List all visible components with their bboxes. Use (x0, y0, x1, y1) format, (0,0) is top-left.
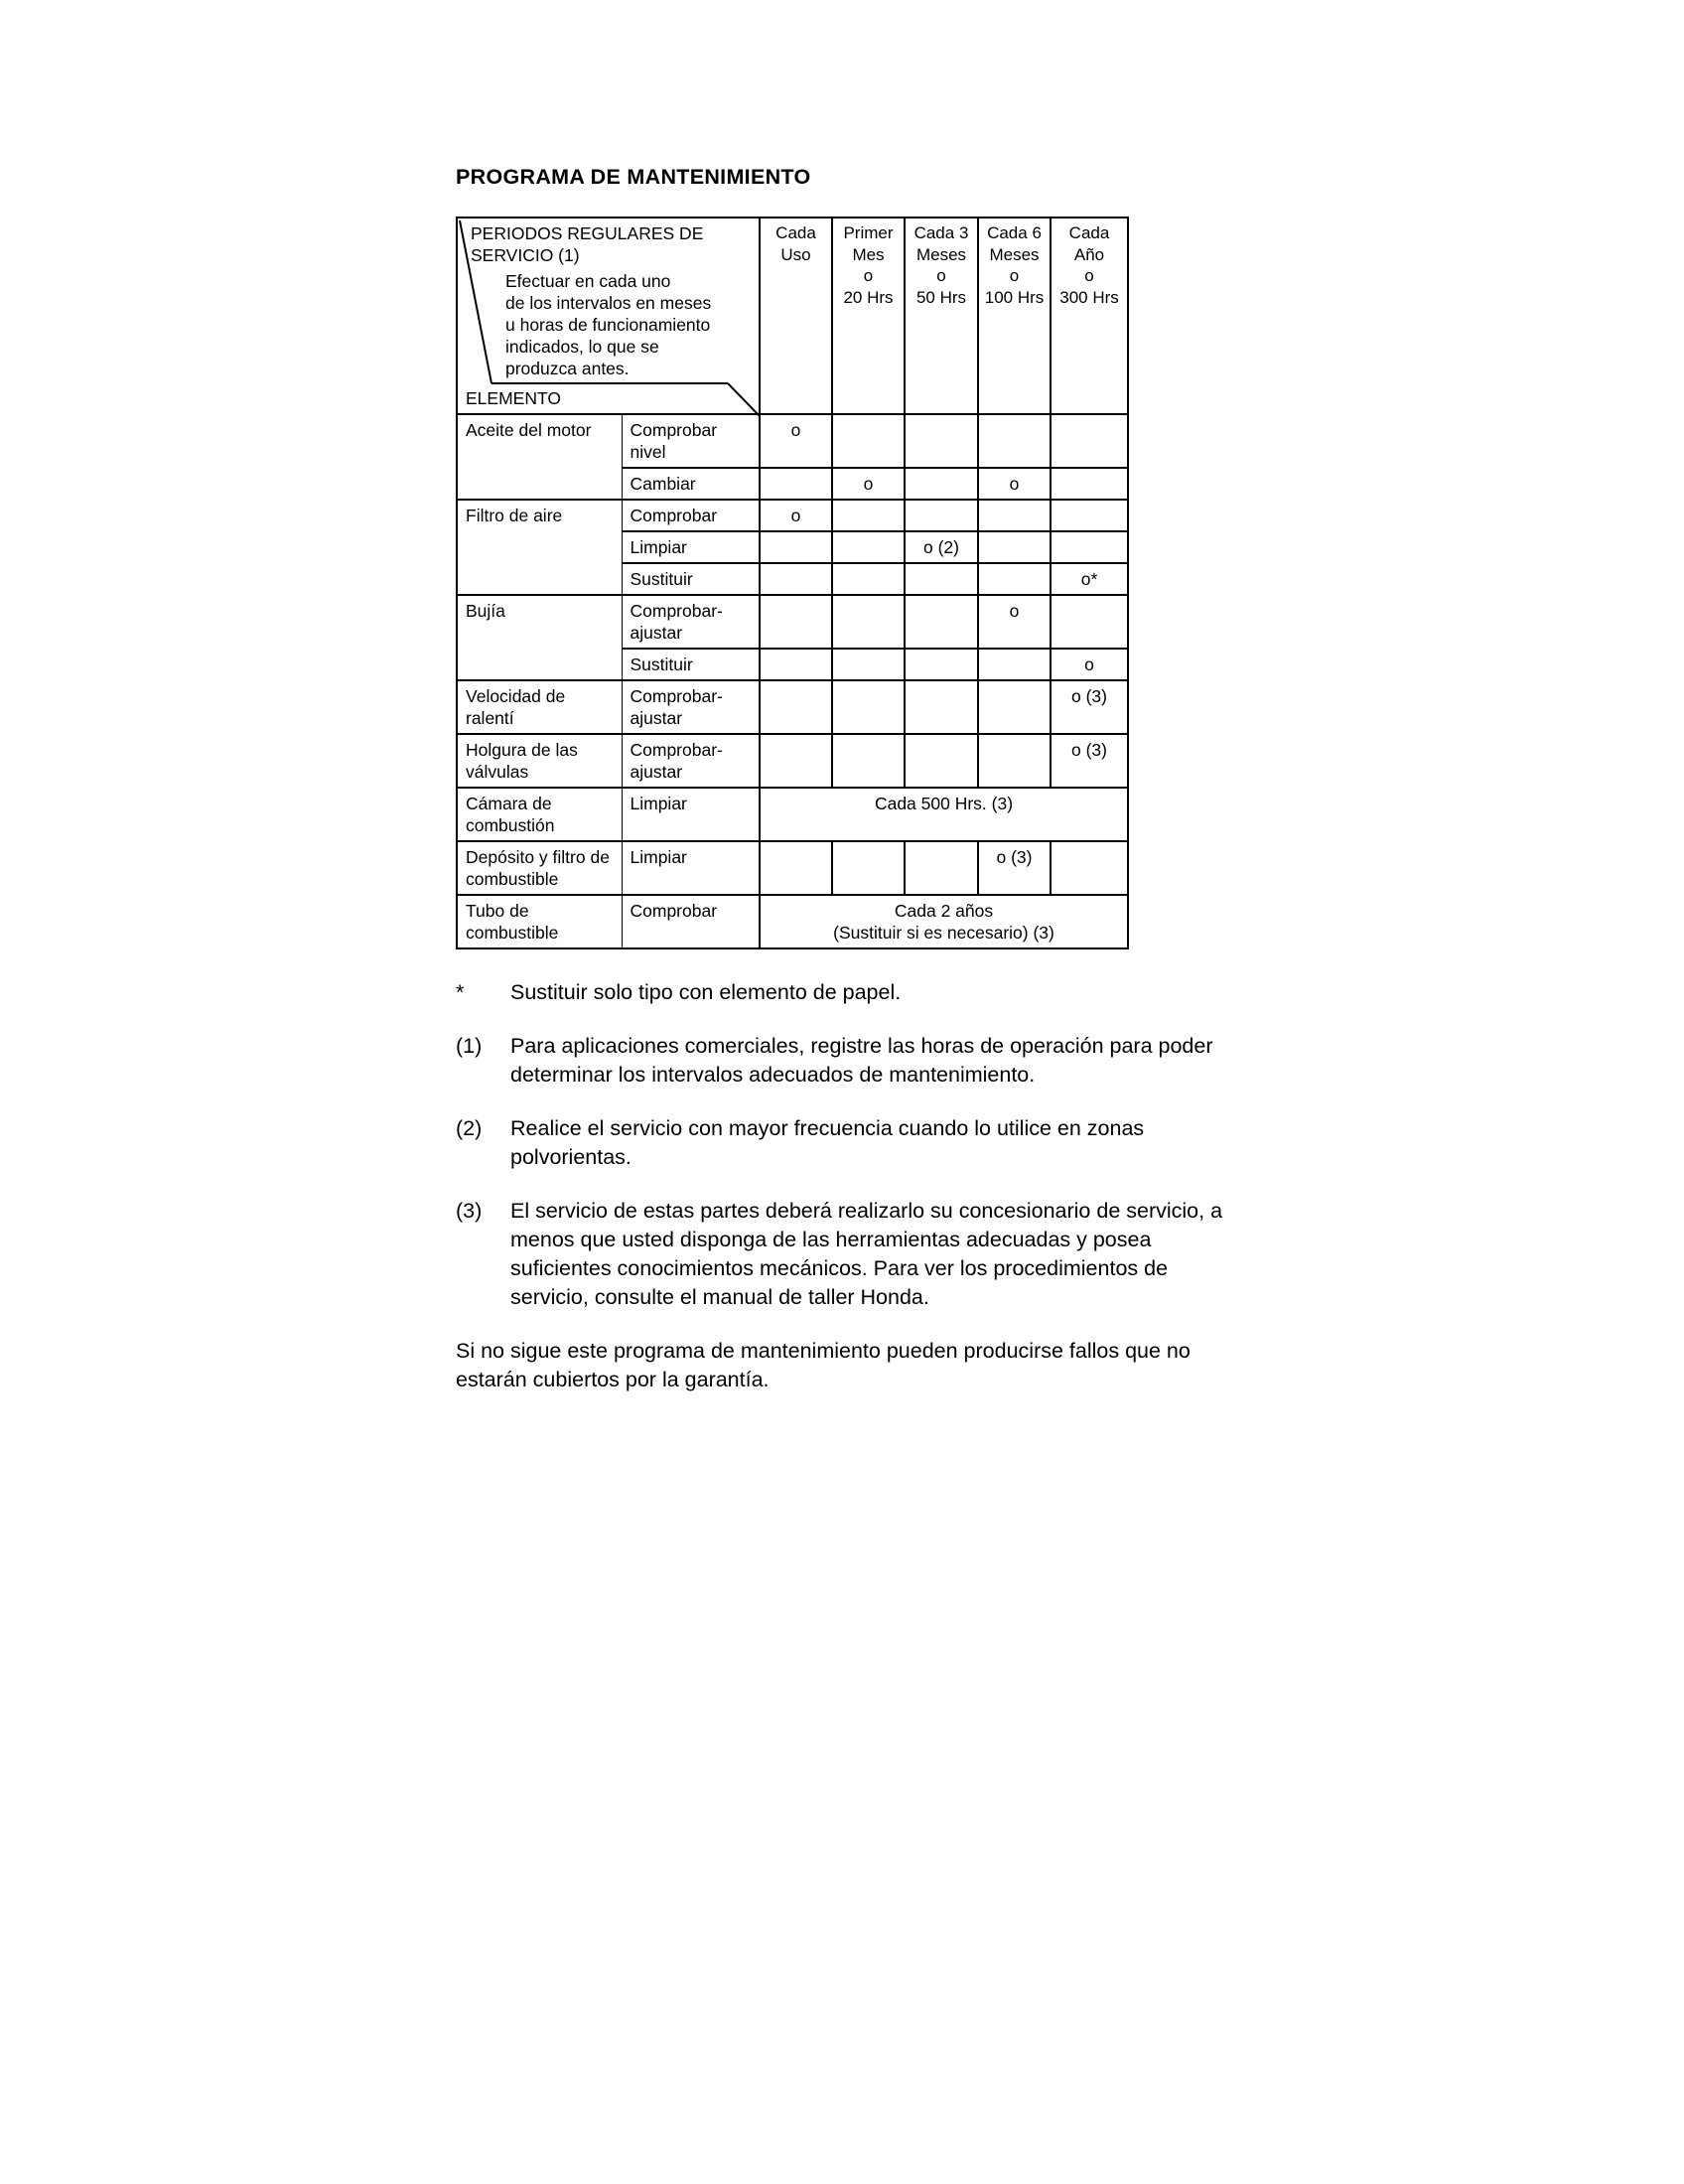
schedule-mark (905, 680, 978, 734)
schedule-mark (832, 649, 905, 680)
footnote: * Sustituir solo tipo con elemento de papel. (456, 980, 902, 1004)
schedule-mark (1051, 414, 1128, 468)
action-cell: Comprobar (622, 895, 760, 948)
interval-note (760, 895, 1128, 948)
schedule-mark (978, 414, 1051, 468)
schedule-mark (832, 500, 905, 531)
interval-header: Cada Uso (760, 218, 832, 414)
table-row (457, 895, 1128, 948)
schedule-mark: o (3) (1051, 734, 1128, 788)
instruction-text: Efectuar en cada uno de los intervalos en meses u horas de funcionamiento indicados, lo que se produzca antes. (505, 271, 712, 378)
schedule-mark (760, 563, 832, 595)
schedule-mark (760, 680, 832, 734)
schedule-mark (832, 734, 905, 788)
interval-note-line: Cada 2 años (894, 901, 994, 921)
schedule-mark: o (978, 595, 1051, 649)
interval-header: Cada Año o 300 Hrs (1051, 218, 1128, 414)
schedule-mark (905, 563, 978, 595)
schedule-mark (978, 680, 1051, 734)
action-cell: Sustituir (622, 649, 760, 680)
maintenance-schedule-table (456, 217, 1129, 949)
table-row (457, 531, 1128, 563)
schedule-mark (1051, 468, 1128, 500)
schedule-mark (832, 563, 905, 595)
schedule-mark (978, 734, 1051, 788)
interval-header: Cada 3 Meses o 50 Hrs (905, 218, 978, 414)
header-row (457, 218, 1128, 414)
interval-header: Primer Mes o 20 Hrs (832, 218, 905, 414)
schedule-mark (760, 531, 832, 563)
schedule-mark (1051, 500, 1128, 531)
table-row (457, 500, 1128, 531)
table-row (457, 563, 1128, 595)
schedule-mark (905, 414, 978, 468)
table-row (457, 734, 1128, 788)
item-cell: Bujía (457, 595, 622, 649)
item-cell (457, 649, 622, 680)
action-cell: Comprobar-ajustar (622, 680, 760, 734)
action-cell: Comprobar-ajustar (622, 595, 760, 649)
schedule-mark (832, 531, 905, 563)
action-cell: Limpiar (622, 841, 760, 895)
item-cell: Velocidad de ralentí (457, 680, 622, 734)
item-cell: Depósito y filtro de combustible (457, 841, 622, 895)
schedule-mark: o (3) (978, 841, 1051, 895)
schedule-mark (978, 563, 1051, 595)
schedule-mark (905, 734, 978, 788)
schedule-mark (905, 500, 978, 531)
footnotes (456, 978, 1250, 1394)
schedule-mark: o (1051, 649, 1128, 680)
schedule-mark (905, 841, 978, 895)
schedule-mark (760, 595, 832, 649)
item-cell (457, 468, 622, 500)
schedule-mark (760, 734, 832, 788)
schedule-mark (760, 841, 832, 895)
schedule-mark (978, 531, 1051, 563)
schedule-mark: o (2) (905, 531, 978, 563)
item-cell: Holgura de las válvulas (457, 734, 622, 788)
footnote: (3) El servicio de estas partes deberá realizarlo su concesionario de servicio, a menos que usted disponga de las herramientas adecuadas y posea suficientes conocimientos mecánicos. Para ver los procedimientos de servicio, consulte el manual de taller Honda. (456, 1199, 1223, 1309)
schedule-mark: o (978, 468, 1051, 500)
action-cell: Comprobar-ajustar (622, 734, 760, 788)
schedule-mark (905, 649, 978, 680)
action-cell: Cambiar (622, 468, 760, 500)
schedule-mark (978, 649, 1051, 680)
item-cell: Cámara de combustión (457, 788, 622, 841)
schedule-mark (1051, 531, 1128, 563)
schedule-mark: o (832, 468, 905, 500)
table-row (457, 468, 1128, 500)
table-row (457, 595, 1128, 649)
interval-note: Cada 500 Hrs. (3) (760, 788, 1128, 841)
table-row (457, 788, 1128, 841)
periods-label: PERIODOS REGULARES DE SERVICIO (1) (471, 223, 704, 265)
interval-header: Cada 6 Meses o 100 Hrs (978, 218, 1051, 414)
schedule-mark (760, 468, 832, 500)
action-cell: Comprobar (622, 500, 760, 531)
table-row (457, 414, 1128, 468)
item-cell: Aceite del motor (457, 414, 622, 468)
schedule-mark (832, 414, 905, 468)
closing-paragraph: Si no sigue este programa de mantenimiento pueden producirse fallos que no estarán cubiertos por la garantía. (456, 1339, 1191, 1391)
table-row (457, 680, 1128, 734)
item-cell (457, 563, 622, 595)
schedule-mark: o (3) (1051, 680, 1128, 734)
table-row (457, 649, 1128, 680)
table-row (457, 841, 1128, 895)
item-cell: Tubo de combustible (457, 895, 622, 948)
schedule-mark (832, 680, 905, 734)
schedule-mark: o* (1051, 563, 1128, 595)
schedule-mark (832, 841, 905, 895)
schedule-mark (832, 595, 905, 649)
schedule-mark: o (760, 414, 832, 468)
schedule-mark (905, 595, 978, 649)
schedule-mark (1051, 841, 1128, 895)
item-cell (457, 531, 622, 563)
schedule-mark: o (760, 500, 832, 531)
schedule-mark (760, 649, 832, 680)
item-cell: Filtro de aire (457, 500, 622, 531)
schedule-mark (905, 468, 978, 500)
interval-note-line: (Sustituir si es necesario) (3) (833, 923, 1054, 943)
element-label: ELEMENTO (466, 388, 561, 408)
action-cell: Comprobar nivel (622, 414, 760, 468)
action-cell: Limpiar (622, 531, 760, 563)
schedule-mark (1051, 595, 1128, 649)
action-cell: Limpiar (622, 788, 760, 841)
page-title: PROGRAMA DE MANTENIMIENTO (456, 165, 811, 189)
footnote: (2) Realice el servicio con mayor frecuencia cuando lo utilice en zonas polvorientas. (456, 1116, 1145, 1169)
header-corner-cell (457, 218, 760, 414)
footnote: (1) Para aplicaciones comerciales, registre las horas de operación para poder determinar los intervalos adecuados de mantenimiento. (456, 1034, 1213, 1087)
schedule-mark (978, 500, 1051, 531)
action-cell: Sustituir (622, 563, 760, 595)
